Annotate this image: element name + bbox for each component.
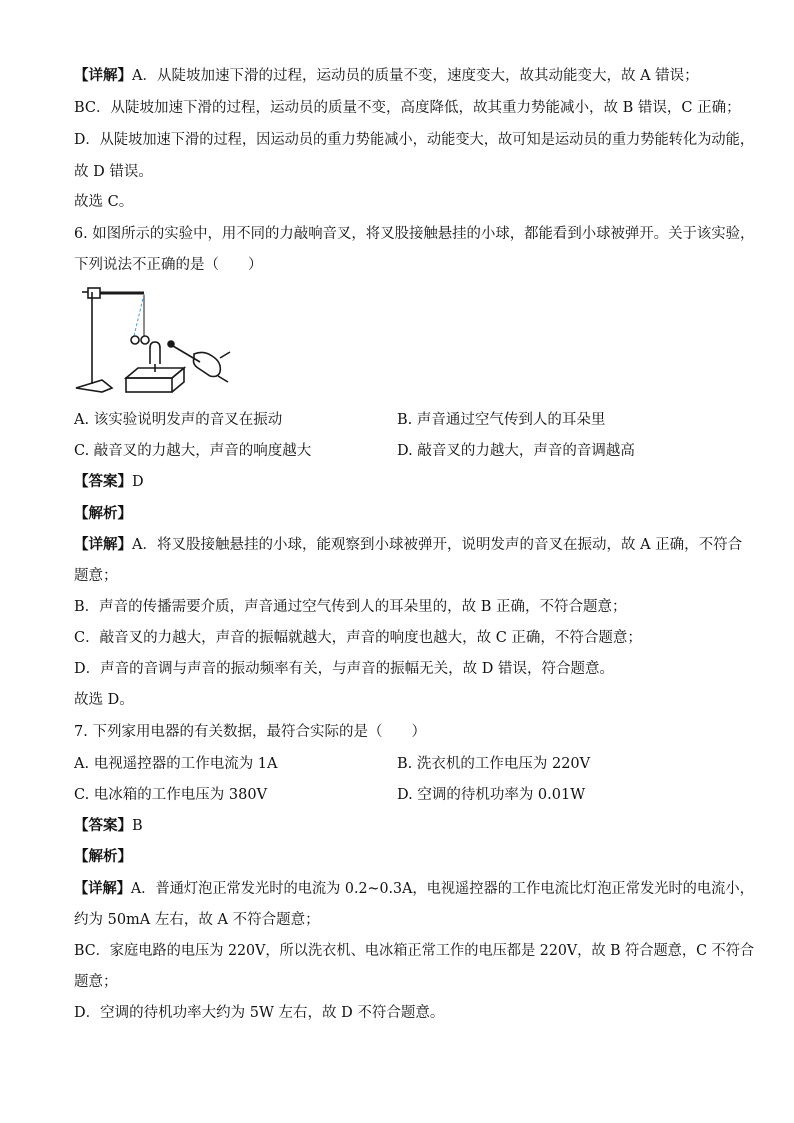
q6-detail-line-3: B．声音的传播需要介质，声音通过空气传到人的耳朵里的，故 B 正确，不符合题意； (74, 599, 627, 615)
hand (194, 352, 221, 376)
q5-detail-line-1: 【详解】A．从陡坡加速下滑的过程，运动员的质量不变，速度变大，故其动能变大，故 A 错误； (74, 67, 699, 84)
q6-detail-line-5: D．声音的音调与声音的振动频率有关，与声音的振幅无关，故 D 错误，符合题意。 (74, 661, 614, 677)
answer-tag: 【答案】 (74, 473, 132, 490)
q5-detail-line-4: 故 D 错误。 (74, 164, 153, 180)
deflected-thread (134, 294, 144, 336)
tuning-fork-prongs (150, 342, 160, 364)
q7-option-b: B. 洗衣机的工作电压为 220V (397, 756, 591, 772)
q6-stem-line-2: 下列说法不正确的是（ ） (74, 257, 263, 273)
q7-option-d: D. 空调的待机功率为 0.01W (397, 787, 586, 803)
q6-option-b: B. 声音通过空气传到人的耳朵里 (397, 412, 606, 428)
answer-value: B (132, 818, 143, 834)
q6-stem-line-1: 6. 如图所示的实验中，用不同的力敲响音叉，将叉股接触悬挂的小球，都能看到小球被弹开。关于该实验， (74, 226, 755, 242)
q6-detail-line-1: 【详解】A．将叉股接触悬挂的小球，能观察到小球被弹开，说明发声的音叉在振动，故 A 正确，不符合 (74, 536, 743, 553)
q5-conclusion: 故选 C。 (74, 194, 134, 210)
q7-option-a: A. 电视遥控器的工作电流为 1A (74, 756, 278, 772)
q7-detail-line-2: 约为 50mA 左右，故 A 不符合题意； (74, 912, 320, 928)
q6-option-d: D. 敲音叉的力越大，声音的音调越高 (397, 443, 635, 459)
q7-answer (74, 816, 143, 836)
q5-detail-line-2: BC．从陡坡加速下滑的过程，运动员的质量不变，高度降低，故其重力势能减小，故 B 错误，C 正确； (74, 100, 741, 116)
q6-option-a: A. 该实验说明发声的音叉在振动 (74, 412, 283, 428)
q6-detail-line-4: C．敲音叉的力越大，声音的振幅就越大，声音的响度也越大，故 C 正确，不符合题意； (74, 630, 642, 646)
answer-value: D (132, 474, 144, 490)
tuning-fork-experiment-figure (72, 280, 232, 402)
stand-clamp (88, 288, 100, 298)
q7-detail-line-4: 题意； (74, 974, 118, 990)
q7-analysis-tag: 【解析】 (74, 848, 132, 865)
q6-answer (74, 472, 144, 492)
q6-option-c: C. 敲音叉的力越大，声音的响度越大 (74, 443, 312, 459)
stand-base (76, 380, 112, 392)
q6-analysis-tag: 【解析】 (74, 505, 132, 522)
q6-detail-line-2: 题意； (74, 568, 118, 584)
resonance-box-front (126, 378, 172, 392)
detail-tag: 【详解】 (74, 536, 132, 553)
q5-detail-line-3: D．从陡坡加速下滑的过程，因运动员的重力势能减小，动能变大，故可知是运动员的重力势能转化为动能， (74, 132, 755, 148)
q7-detail-line-3: BC．家庭电路的电压为 220V，所以洗衣机、电冰箱正常工作的电压都是 220V，故 B 符合题意，C 不符合 (74, 943, 755, 959)
q7-detail-line-5: D．空调的待机功率大约为 5W 左右，故 D 不符合题意。 (74, 1005, 445, 1021)
detail-tag: 【详解】 (74, 67, 132, 84)
q7-stem: 7. 下列家用电器的有关数据，最符合实际的是（ ） (74, 724, 426, 740)
ball-resting (141, 336, 149, 344)
q7-detail-line-1: 【详解】A．普通灯泡正常发光时的电流为 0.2~0.3A，电视遥控器的工作电流比灯泡正常发光时的电流小， (74, 880, 754, 897)
answer-tag: 【答案】 (74, 817, 132, 834)
q6-conclusion: 故选 D。 (74, 692, 134, 708)
detail-tag: 【详解】 (74, 880, 131, 897)
ball-deflected (131, 336, 139, 344)
q7-option-c: C. 电冰箱的工作电压为 380V (74, 787, 268, 803)
